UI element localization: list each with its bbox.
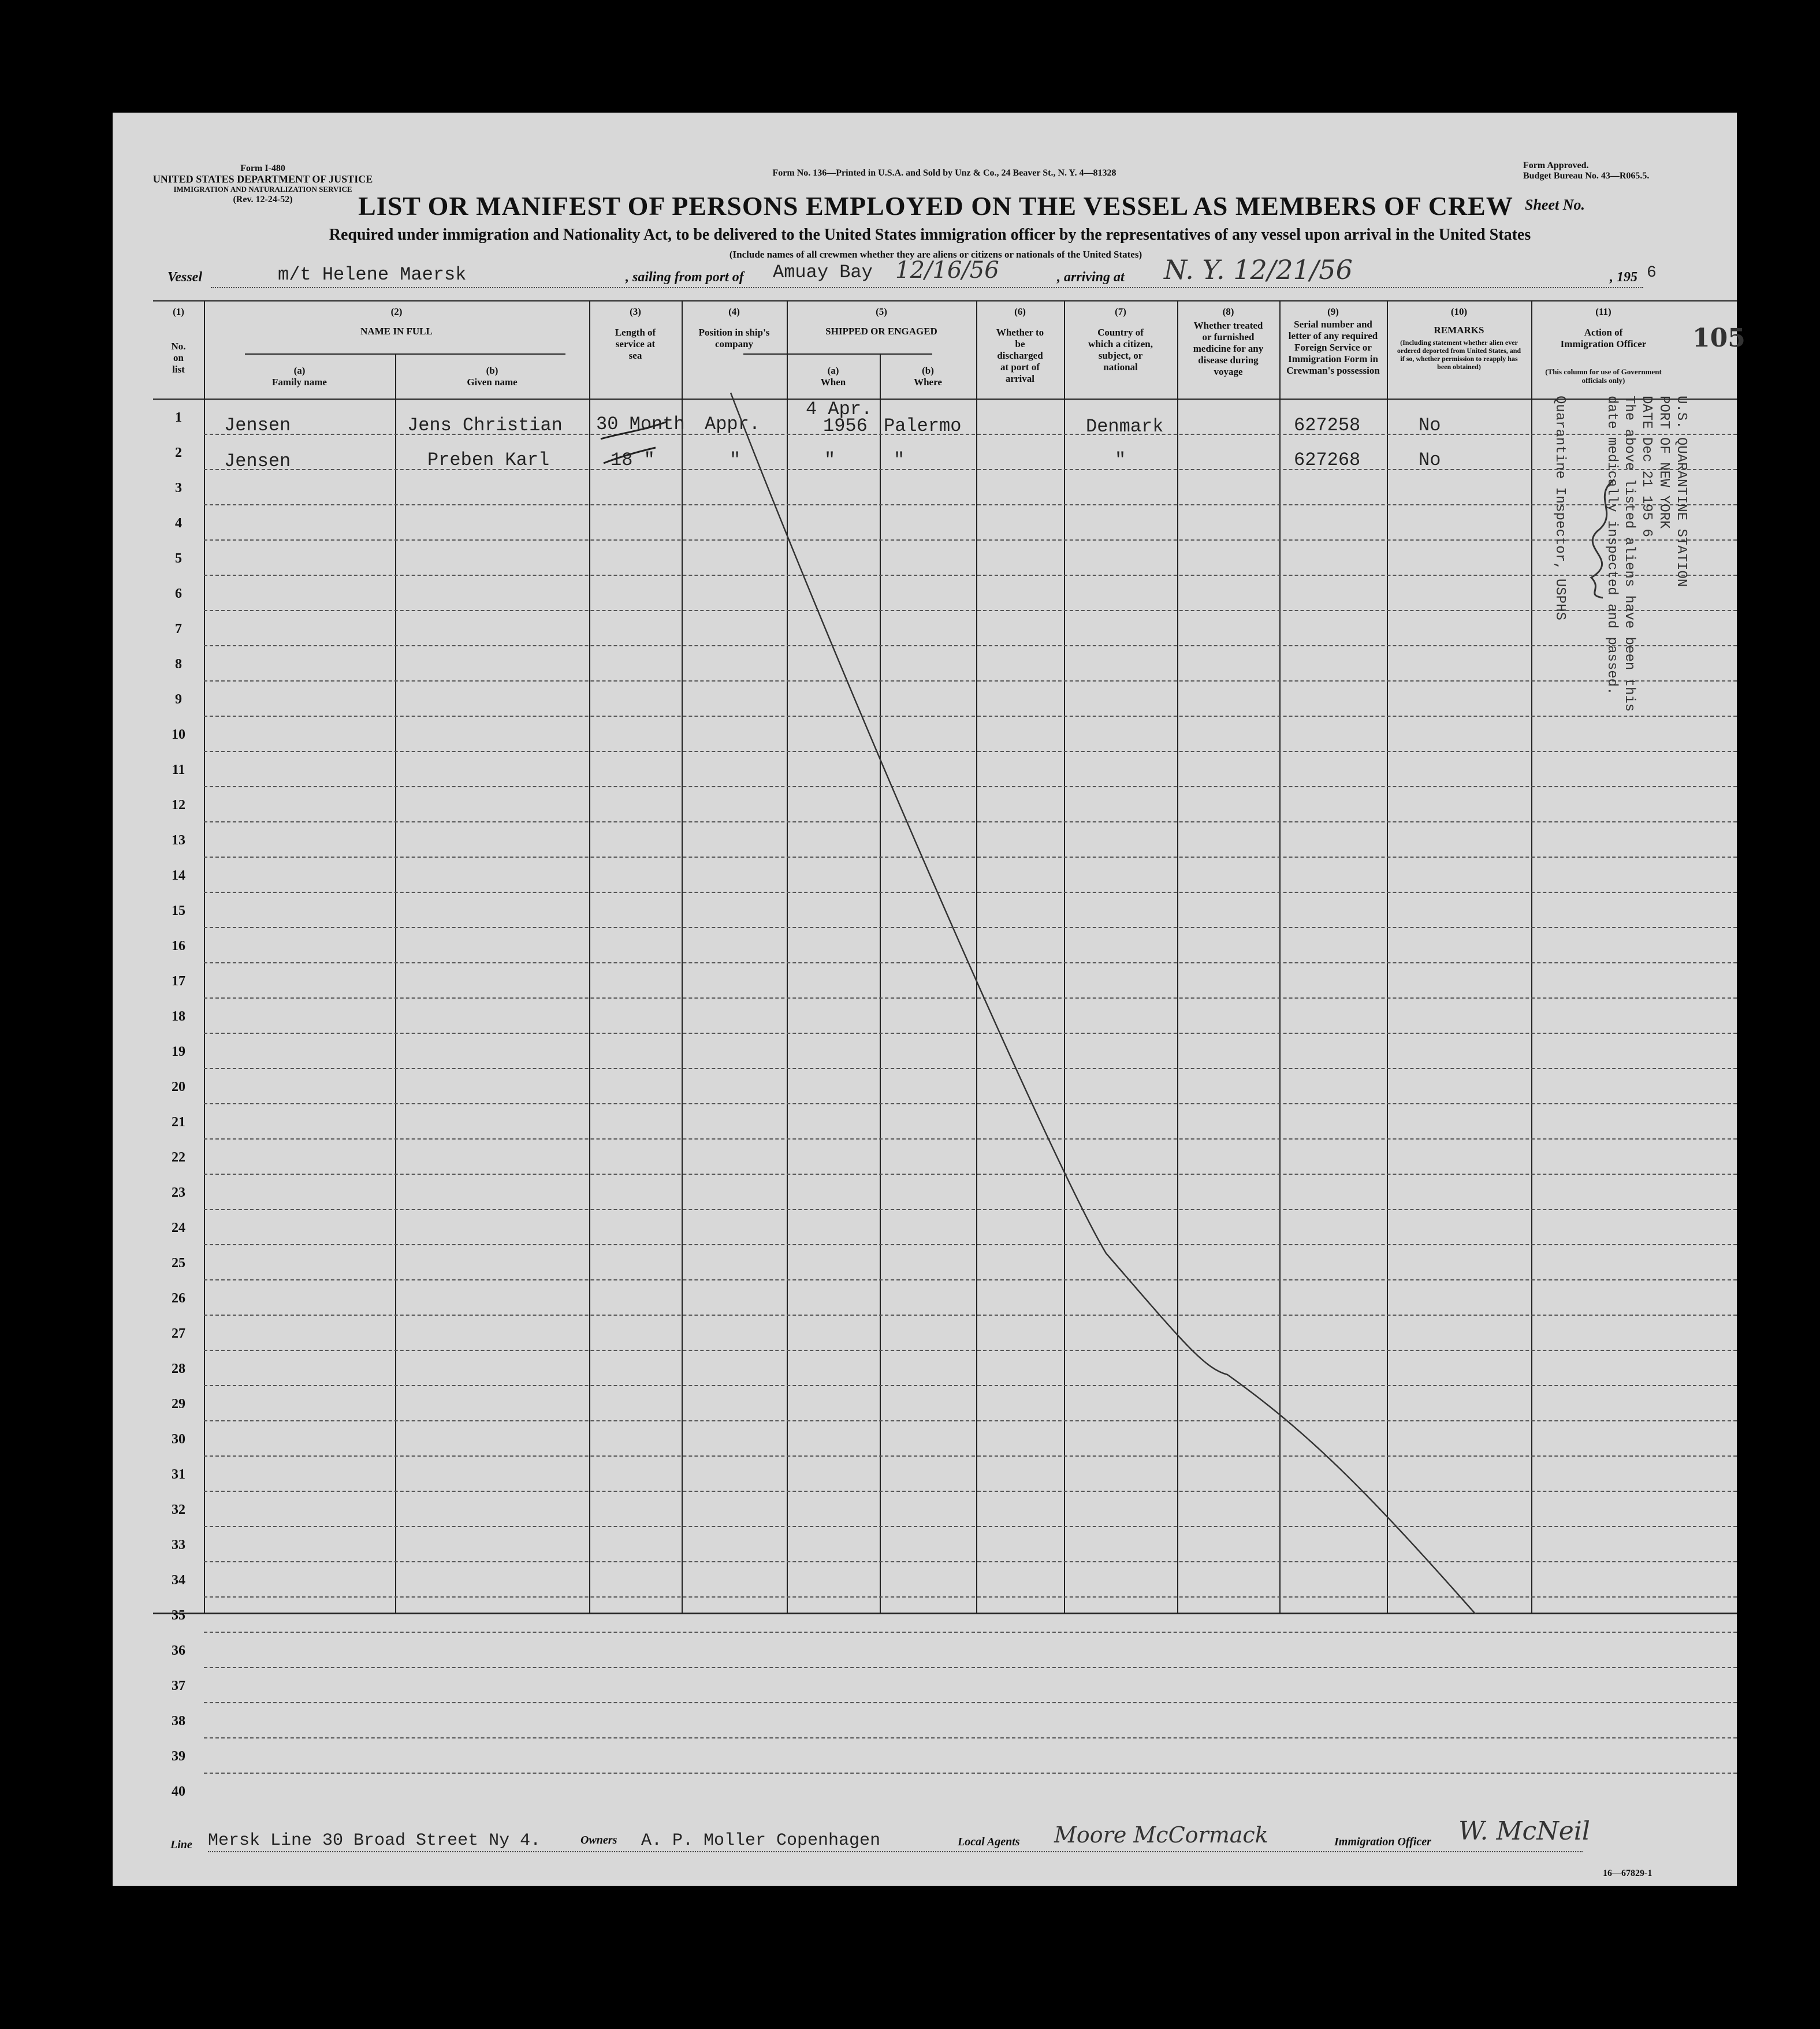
row-number: 25 [172,1256,185,1271]
col1-label: No. on list [171,341,186,375]
col5-label: SHIPPED OR ENGAGED [825,326,937,337]
stamp-line: U.S. QUARANTINE STATION [1673,396,1689,587]
col10-note: (Including statement whether alien ever ordered deported from United States, and if so, whether permission to reapply has been obtained) [1397,338,1521,371]
row-number: 20 [172,1079,185,1094]
stamp-line: DATE Dec 21 195 6 [1639,396,1654,537]
row-number: 39 [172,1749,185,1764]
col1-number: (1) [173,306,184,317]
row-number: 16 [172,939,185,954]
row-number: 23 [172,1185,185,1200]
owners-label: Owners [580,1834,617,1846]
void-line [153,300,1737,1614]
owners-value: A. P. Moller Copenhagen [641,1831,881,1851]
stamp-signature-caption: Quarantine Inspector, USPHS [1552,396,1568,620]
officer-signature: W. McNeil [1458,1816,1590,1846]
row-number: 21 [172,1115,185,1130]
given-name: Preben Karl [427,449,550,471]
col5b-number: (b) [922,365,934,376]
col11-label: Action of Immigration Officer [1560,327,1647,349]
col2-number: (2) [390,306,403,317]
form-approved: Form Approved. [1523,161,1589,170]
service-length: 30 Month [596,414,685,435]
form-number: Form I-480 [240,163,285,173]
col4-number: (4) [728,306,740,317]
col2b-number: (b) [486,365,498,376]
position: " [730,449,741,471]
row-number: 28 [172,1361,185,1376]
row-number: 10 [172,727,185,742]
family-name: Jensen [224,415,291,436]
col5a-number: (a) [827,365,839,376]
col8-number: (8) [1222,306,1234,317]
col5a-label: When [820,377,846,388]
row-number: 12 [172,798,185,813]
budget-bureau: Budget Bureau No. 43—R065.5. [1523,171,1650,181]
year-value: 6 [1647,264,1657,282]
col10-number: (10) [1450,306,1468,317]
row-number: 8 [175,657,182,672]
vessel-name: m/t Helene Maersk [278,264,467,285]
page-title: LIST OR MANIFEST OF PERSONS EMPLOYED ON THE VESSEL AS MEMBERS OF CREW [358,191,1513,221]
arriving-port-date: N. Y. 12/21/56 [1164,254,1353,285]
row-number: 32 [172,1502,185,1517]
subtitle: Required under immigration and Nationality Act, to be delivered to the United States immigration officer by the representatives of any vessel upon arrival in the United States [329,226,1531,244]
manifest-form [113,113,1745,1886]
row-number: 38 [172,1714,185,1729]
row-number: 35 [172,1608,185,1623]
col5-number: (5) [876,306,887,317]
row-number: 26 [172,1291,185,1306]
col9-label: Serial number and letter of any required Foreign Service or Immigration Form in Crewman's possession [1286,319,1380,376]
row-number: 36 [172,1643,185,1658]
col3-label: Length of service at sea [615,327,656,361]
row-number: 31 [172,1467,185,1482]
year-label: , 195 [1610,270,1637,285]
country: Denmark [1086,416,1164,437]
stamp-line: PORT OF NEW YORK [1656,396,1672,529]
stamp-line: date medically inspected and passed. [1604,396,1620,695]
sheet-label: Sheet No. [1525,196,1585,213]
page-number: 105 [1692,323,1745,353]
stamp-line: The above listed aliens have been this [1621,396,1637,712]
row-number: 33 [172,1537,185,1553]
line-label: Line [170,1838,192,1851]
row-number: 13 [172,833,185,848]
row-divider [204,1667,1737,1668]
col2b-label: Given name [467,377,518,388]
row-number: 5 [175,551,182,566]
shipped-when: 1956 [823,415,868,437]
row-number: 6 [175,586,182,601]
col8-label: Whether treated or furnished medicine for any disease during voyage [1193,320,1264,377]
col11-number: (11) [1595,306,1611,317]
row-number: 7 [175,621,182,636]
officer-label: Immigration Officer [1334,1836,1431,1848]
country: " [1115,449,1126,471]
row-number: 14 [172,868,185,883]
col2-label: NAME IN FULL [360,326,433,337]
col6-number: (6) [1014,306,1026,317]
given-name: Jens Christian [407,415,563,436]
line-value: Mersk Line 30 Broad Street Ny 4. [208,1831,541,1851]
position: Appr. [705,414,761,435]
col4-label: Position in ship's company [698,327,770,349]
serial-number: 627268 [1294,449,1361,471]
footer-rule [208,1851,1583,1852]
row-number: 40 [172,1784,185,1799]
row-number: 30 [172,1432,185,1447]
row-number: 4 [175,516,182,531]
col6-label: Whether to be discharged at port of arrival [996,327,1044,384]
row-number: 34 [172,1573,185,1588]
serial-number: 627258 [1294,415,1361,436]
shipped-when-day: 4 Apr. [806,399,873,420]
department-name: UNITED STATES DEPARTMENT OF JUSTICE [152,173,373,185]
row-number: 15 [172,903,185,918]
col9-number: (9) [1327,306,1339,317]
row-divider [204,1737,1737,1738]
sailing-label: , sailing from port of [626,270,744,285]
crew-table [153,300,1745,1799]
row-number: 18 [172,1009,185,1024]
col7-label: Country of which a citizen, subject, or national [1088,327,1153,373]
agents-value: Moore McCormack [1054,1822,1268,1848]
remarks: No [1419,449,1441,471]
row-number: 9 [175,692,182,707]
row-number: 22 [172,1150,185,1165]
row-divider [204,1773,1737,1774]
col11-note: (This column for use of Government officials only) [1545,367,1662,385]
col7-number: (7) [1115,306,1126,317]
sailing-port: Amuay Bay [773,262,873,283]
row-divider [204,1632,1737,1633]
agents-label: Local Agents [958,1836,1020,1848]
row-number: 11 [172,762,185,777]
form-code: 16—67829-1 [1603,1868,1652,1878]
col5b-label: Where [914,377,942,388]
revision-date: (Rev. 12-24-52) [233,195,293,204]
row-number: 37 [172,1678,185,1693]
service-length: 18 " [611,449,655,471]
form-header-right [1523,161,1731,181]
remarks: No [1419,415,1441,436]
row-number: 2 [175,445,182,460]
inspector-signature [1568,474,1632,601]
row-number: 3 [175,481,182,496]
col3-number: (3) [630,306,641,317]
row-number: 29 [172,1397,185,1412]
shipped-when: " [824,449,836,471]
family-name: Jensen [224,451,291,472]
shipped-where: " [894,449,905,471]
printer-note: Form No. 136—Printed in U.S.A. and Sold by Unz & Co., 24 Beaver St., N. Y. 4—81328 [772,168,1116,178]
row-number: 19 [172,1044,185,1059]
vessel-label: Vessel [168,270,202,285]
include-note: (Include names of all crewmen whether they are aliens or citizens or nationals of the United States) [729,249,1142,260]
col10-label: REMARKS [1434,325,1484,336]
row-divider [204,1702,1737,1703]
shipped-where: Palermo [884,415,962,437]
arriving-label: , arriving at [1057,270,1125,285]
row-number: 27 [172,1326,185,1341]
col2a-label: Family name [272,377,327,388]
service-name: IMMIGRATION AND NATURALIZATION SERVICE [173,185,352,193]
row-number: 24 [172,1220,185,1235]
vessel-line-rule [211,287,1643,288]
row-number: 17 [172,974,185,989]
sailing-date: 12/16/56 [895,257,999,284]
col2a-number: (a) [293,365,306,376]
row-number: 1 [175,410,182,425]
